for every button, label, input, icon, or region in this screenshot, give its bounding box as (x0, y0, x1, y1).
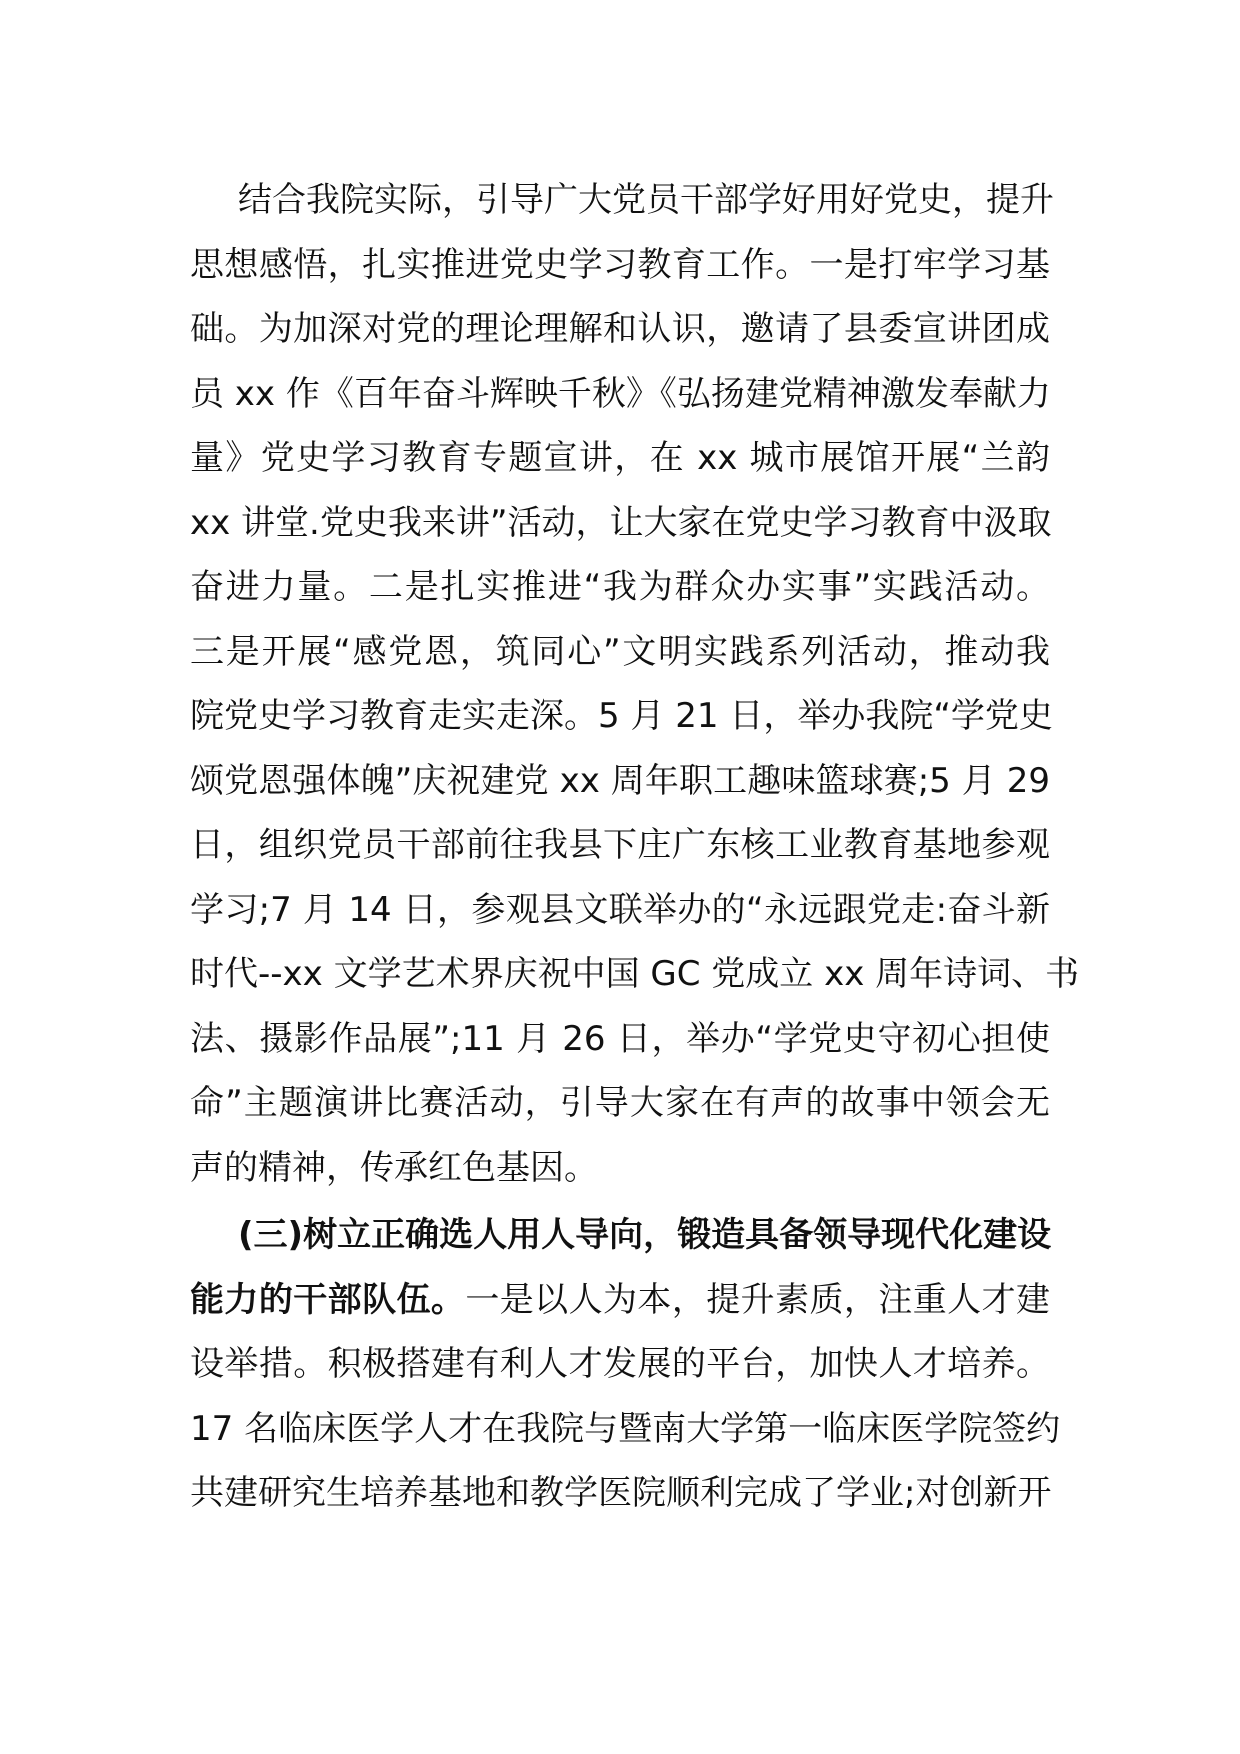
text-line: 思想感悟，扎实推进党史学习教育工作。一是打牢学习基 (190, 244, 1050, 285)
text-line: 法、摄影作品展”;11 月 26 日，举办“学党史守初心担使 (190, 1018, 1050, 1059)
text-line: 础。为加深对党的理论理解和认识，邀请了县委宣讲团成 (190, 309, 1050, 349)
paragraph-cadre-team (190, 1203, 1061, 1526)
text-line: 命”主题演讲比赛活动，引导大家在有声的故事中领会无 (190, 1083, 1050, 1123)
text-line: 员 xx 作《百年奋斗辉映千秋》《弘扬建党精神激发奉献力 (190, 373, 1051, 414)
text-line: 奋进力量。二是扎实推进“我为群众办实事”实践活动。 (190, 567, 1050, 607)
text-line: 设举措。积极搭建有利人才发展的平台，加快人才培养。 (190, 1344, 1050, 1384)
text-line: 17 名临床医学人才在我院与暨南大学第一临床医学院签约 (190, 1408, 1061, 1449)
text-line: 量》党史学习教育专题宣讲，在 xx 城市展馆开展“兰韵 (190, 438, 1050, 478)
text-line: 日，组织党员干部前往我县下庄广东核工业教育基地参观 (190, 825, 1050, 865)
text-line: 时代--xx 文学艺术界庆祝中国 GC 党成立 xx 周年诗词、书 (190, 954, 1080, 994)
text-run: 一是以人为本，提升素质，注重人才建 (465, 1279, 1051, 1320)
text-line: 结合我院实际，引导广大党员干部学好用好党史，提升 (238, 180, 1054, 220)
text-line: 学习;7 月 14 日，参观县文联举办的“永远跟党走:奋斗新 (190, 889, 1050, 930)
text-line: xx 讲堂.党史我来讲”活动，让大家在党史学习教育中汲取 (190, 502, 1052, 543)
document-body (190, 168, 1080, 1526)
paragraph-party-history-education (190, 168, 1080, 1200)
text-line: 三是开展“感党恩，筑同心”文明实践系列活动，推动我 (190, 631, 1050, 672)
text-line: 颂党恩强体魄”庆祝建党 xx 周年职工趣味篮球赛;5 月 29 (190, 760, 1050, 801)
text-line: 声的精神，传承红色基因。 (190, 1147, 598, 1188)
text-line (190, 1268, 1050, 1333)
section-heading-continued: 能力的干部队伍。 (190, 1279, 466, 1320)
text-line: 院党史学习教育走实走深。5 月 21 日，举办我院“学党史 (190, 696, 1053, 736)
section-heading: (三)树立正确选人用人导向，锻造具备领导现代化建设 (238, 1215, 1052, 1255)
text-line: 共建研究生培养基地和教学医院顺利完成了学业;对创新开 (190, 1473, 1052, 1513)
